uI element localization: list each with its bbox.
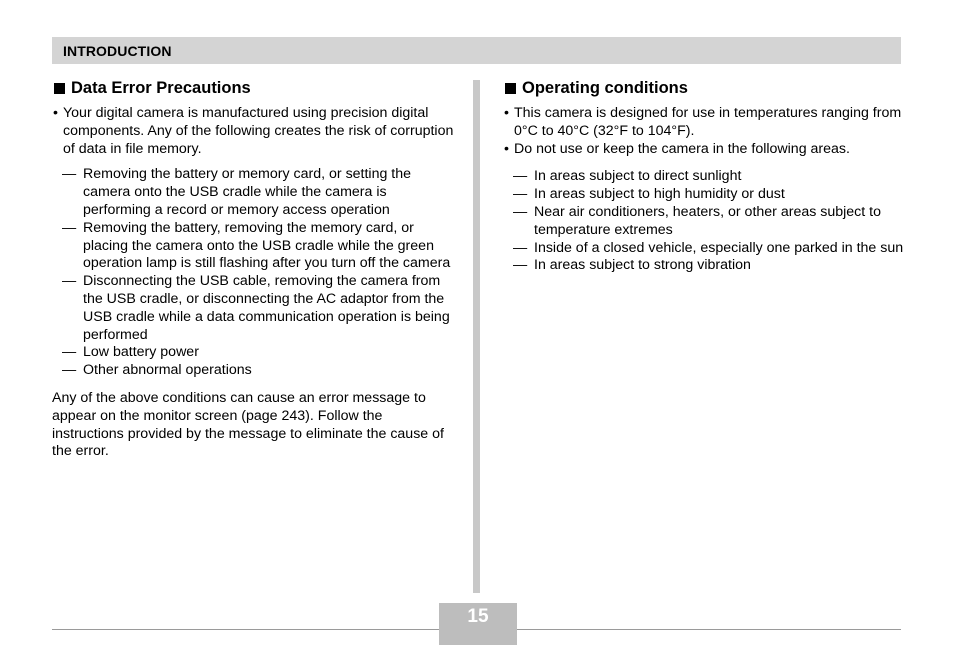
dash-text: Low battery power — [83, 344, 199, 361]
bullet-mark: • — [504, 105, 509, 121]
bullet-text: Your digital camera is manufactured using precision digital components. Any of the following creates the risk of corruption of data in file memory. — [63, 105, 454, 157]
dash-item — [52, 166, 457, 219]
dash-text: Other abnormal operations — [83, 362, 252, 379]
dash-text: Inside of a closed vehicle, especially one parked in the sun — [534, 239, 904, 256]
dash-list — [503, 168, 905, 275]
bullet-mark: • — [504, 140, 509, 157]
dash-list — [52, 166, 457, 380]
dash-mark: — — [513, 186, 528, 203]
dash-item — [52, 220, 457, 273]
dash-mark: — — [62, 166, 77, 183]
dash-mark: — — [62, 362, 77, 379]
heading-text: Data Error Precautions — [71, 79, 251, 97]
operating-conditions-heading — [503, 78, 905, 98]
bullet-text: Do not use or keep the camera in the following areas. — [514, 140, 850, 157]
dash-mark: — — [62, 273, 77, 290]
data-error-precautions-heading — [52, 78, 457, 98]
dash-item — [52, 362, 457, 380]
dash-text: In areas subject to high humidity or dust — [534, 186, 785, 203]
square-bullet-icon — [54, 83, 65, 94]
section-header-bar — [52, 37, 901, 64]
bullet-mark: • — [53, 105, 58, 121]
section-label: INTRODUCTION — [63, 43, 172, 59]
dash-item — [503, 168, 905, 186]
bullet-item — [52, 105, 457, 158]
dash-item — [52, 344, 457, 362]
dash-text: In areas subject to strong vibration — [534, 257, 751, 274]
dash-text: Disconnecting the USB cable, removing the camera from the USB cradle, or disconnecting the AC adaptor from the USB cradle while a data communication operation is being performed — [83, 273, 450, 343]
dash-text: Near air conditioners, heaters, or other areas subject to temperature extremes — [534, 203, 881, 238]
dash-mark: — — [513, 257, 528, 274]
dash-mark: — — [62, 219, 77, 236]
dash-text: In areas subject to direct sunlight — [534, 168, 742, 185]
dash-mark: — — [62, 344, 77, 361]
dash-text: Removing the battery or memory card, or setting the camera onto the USB cradle while the camera is performing a record or memory access operation — [83, 166, 412, 218]
dash-item — [503, 186, 905, 204]
dash-mark: — — [513, 203, 528, 220]
dash-item — [503, 240, 905, 258]
page-number-box — [439, 603, 517, 645]
column-divider — [473, 80, 480, 593]
right-column — [503, 78, 905, 275]
bullet-item — [503, 141, 905, 159]
dash-item — [52, 273, 457, 344]
dash-item — [503, 204, 905, 240]
dash-text: Removing the battery, removing the memory card, or placing the camera onto the USB cradle while the green operation lamp is still flashing after you turn off the camera — [83, 219, 451, 272]
dash-mark: — — [513, 168, 528, 185]
heading-text: Operating conditions — [522, 79, 688, 97]
dash-mark: — — [513, 239, 528, 256]
square-bullet-icon — [505, 83, 516, 94]
bullet-item — [503, 105, 905, 141]
page-number: 15 — [467, 606, 489, 627]
left-column — [52, 78, 457, 461]
dash-item — [503, 257, 905, 275]
error-note-paragraph: Any of the above conditions can cause an error message to appear on the monitor screen (page 243). Follow the instructions provided by the message to eliminate the cause of the error. — [52, 389, 444, 460]
bullet-text: This camera is designed for use in temperatures ranging from 0°C to 40°C (32°F to 104°F). — [514, 105, 902, 139]
